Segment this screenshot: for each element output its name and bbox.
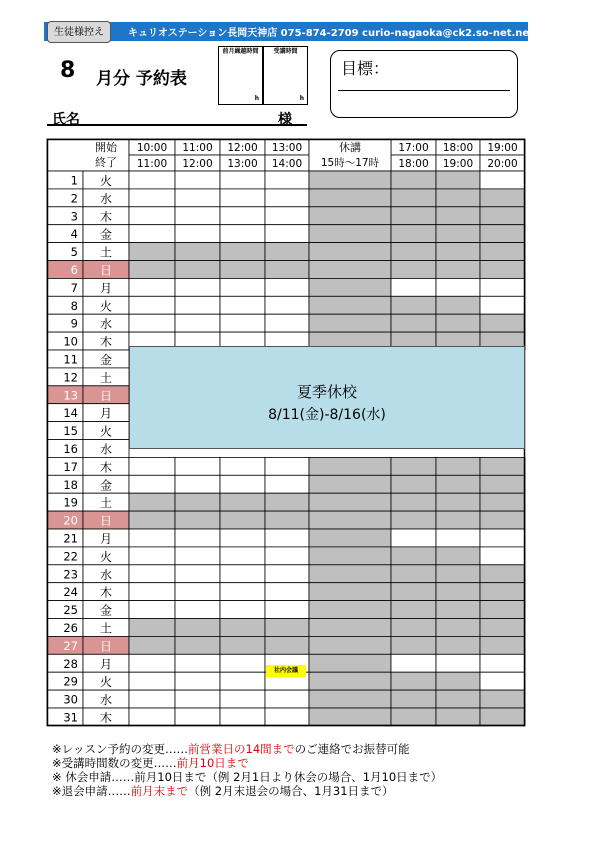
note-line-1: ※レッスン予約の変更……前営業日の14間までのご連絡でお振替可能 — [52, 742, 410, 756]
time-slot[interactable] — [391, 278, 436, 296]
weekday: 水 — [99, 317, 113, 332]
start-time: 18:00 — [442, 142, 474, 154]
time-slot[interactable] — [175, 547, 220, 565]
time-slot[interactable] — [175, 457, 220, 475]
time-slot[interactable] — [309, 278, 391, 296]
time-slot[interactable] — [175, 619, 220, 637]
time-slot[interactable] — [220, 171, 265, 189]
hours-unit: h — [299, 95, 304, 102]
weekday: 月 — [99, 657, 113, 672]
weekday: 日 — [99, 514, 113, 529]
time-slot[interactable] — [309, 654, 391, 672]
day-number: 5 — [70, 245, 78, 260]
weekday: 水 — [99, 567, 113, 582]
time-slot[interactable] — [480, 189, 525, 207]
time-slot[interactable] — [480, 529, 525, 547]
time-slot[interactable] — [265, 314, 309, 332]
day-number: 15 — [63, 424, 78, 439]
time-slot[interactable] — [129, 296, 175, 314]
day-number: 29 — [63, 674, 78, 689]
time-slot[interactable] — [265, 296, 309, 314]
weekday: 火 — [99, 549, 113, 564]
day-number: 17 — [63, 459, 78, 474]
end-label: 終了 — [95, 156, 117, 169]
time-slot[interactable] — [480, 243, 525, 261]
time-slot[interactable] — [480, 619, 525, 637]
time-slot[interactable] — [480, 493, 525, 511]
honorific-label: 様 — [278, 112, 292, 128]
day-number: 18 — [63, 477, 78, 492]
day-number: 8 — [70, 298, 78, 313]
break-range: 15時～17時 — [320, 157, 380, 169]
time-slot[interactable] — [309, 171, 391, 189]
time-slot[interactable] — [265, 278, 309, 296]
time-slot[interactable] — [129, 511, 175, 529]
day-number: 26 — [63, 621, 78, 635]
weekday: 金 — [99, 353, 113, 367]
prev-month-hours-box[interactable] — [218, 46, 263, 105]
time-slot[interactable] — [220, 619, 265, 637]
time-slot[interactable] — [309, 314, 391, 332]
start-time: 13:00 — [271, 142, 303, 154]
time-slot[interactable] — [265, 243, 309, 261]
time-slot[interactable] — [129, 314, 175, 332]
time-slot[interactable] — [265, 690, 309, 708]
time-slot[interactable] — [129, 207, 175, 225]
weekday: 月 — [99, 406, 113, 421]
time-slot[interactable] — [480, 457, 525, 475]
time-slot[interactable] — [436, 225, 480, 243]
weekday: 火 — [99, 299, 113, 314]
time-slot[interactable] — [265, 708, 309, 726]
day-number: 25 — [63, 603, 78, 618]
time-slot[interactable] — [309, 529, 391, 547]
time-slot[interactable] — [220, 654, 265, 672]
store-info: キュリオステーション長岡天神店 075-874-2709 curio-nagaoka@ck2.so-net.ne.jp — [128, 28, 544, 39]
time-slot[interactable] — [129, 619, 175, 637]
time-slot[interactable] — [309, 243, 391, 261]
time-slot[interactable] — [309, 225, 391, 243]
time-slot[interactable] — [265, 529, 309, 547]
time-slot[interactable] — [391, 547, 436, 565]
time-slot[interactable] — [480, 511, 525, 529]
day-number: 6 — [70, 263, 78, 277]
time-slot[interactable] — [220, 296, 265, 314]
time-slot[interactable] — [265, 261, 309, 279]
day-number: 3 — [70, 209, 78, 224]
note-line-4: ※退会申請……前月末まで（例 2月末退会の場合、1月31日まで） — [52, 784, 394, 798]
time-slot[interactable] — [129, 475, 175, 493]
time-slot[interactable] — [175, 296, 220, 314]
time-slot[interactable] — [480, 672, 525, 690]
weekday: 水 — [99, 442, 113, 457]
time-slot[interactable] — [175, 583, 220, 601]
weekday: 木 — [99, 460, 113, 475]
time-slot[interactable] — [480, 278, 525, 296]
time-slot[interactable] — [265, 225, 309, 243]
prev-month-label: 前月繰越時間 — [222, 48, 259, 55]
time-slot[interactable] — [391, 207, 436, 225]
end-time: 12:00 — [182, 158, 213, 170]
time-slot[interactable] — [175, 565, 220, 583]
time-slot[interactable] — [129, 493, 175, 511]
time-slot[interactable] — [309, 475, 391, 493]
day-number: 22 — [63, 549, 78, 564]
time-slot[interactable] — [391, 457, 436, 475]
time-slot[interactable] — [480, 690, 525, 708]
break-label: 休講 — [339, 141, 361, 154]
time-slot[interactable] — [129, 529, 175, 547]
day-number: 30 — [63, 692, 78, 707]
day-number: 11 — [63, 352, 78, 367]
end-time: 19:00 — [442, 158, 474, 170]
time-slot[interactable] — [391, 493, 436, 511]
time-slot[interactable] — [175, 529, 220, 547]
time-slot[interactable] — [129, 278, 175, 296]
time-slot[interactable] — [265, 601, 309, 619]
time-slot[interactable] — [436, 457, 480, 475]
time-slot[interactable] — [391, 672, 436, 690]
time-slot[interactable] — [129, 243, 175, 261]
time-slot[interactable] — [265, 457, 309, 475]
time-slot[interactable] — [391, 225, 436, 243]
time-slot[interactable] — [391, 565, 436, 583]
time-slot[interactable] — [309, 672, 391, 690]
day-number: 9 — [70, 316, 78, 331]
time-slot[interactable] — [309, 583, 391, 601]
time-slot[interactable] — [480, 296, 525, 314]
time-slot[interactable] — [436, 690, 480, 708]
time-slot[interactable] — [391, 601, 436, 619]
day-number: 16 — [63, 442, 78, 456]
time-slot[interactable] — [175, 493, 220, 511]
time-slot[interactable] — [220, 225, 265, 243]
time-slot[interactable] — [436, 636, 480, 654]
time-slot[interactable] — [129, 690, 175, 708]
weekday: 日 — [99, 639, 113, 654]
time-slot[interactable] — [129, 225, 175, 243]
day-number: 21 — [63, 531, 78, 546]
time-slot[interactable] — [309, 547, 391, 565]
time-slot[interactable] — [175, 225, 220, 243]
time-slot[interactable] — [265, 583, 309, 601]
weekday: 水 — [99, 693, 113, 708]
day-number: 19 — [63, 495, 78, 510]
time-slot[interactable] — [175, 636, 220, 654]
weekday: 木 — [99, 585, 113, 600]
time-slot[interactable] — [391, 243, 436, 261]
time-slot[interactable] — [265, 207, 309, 225]
time-slot[interactable] — [175, 171, 220, 189]
lesson-hours-box[interactable] — [263, 46, 308, 105]
time-slot[interactable] — [175, 690, 220, 708]
time-slot[interactable] — [220, 189, 265, 207]
end-time: 14:00 — [271, 158, 303, 170]
time-slot[interactable] — [175, 672, 220, 690]
weekday: 土 — [99, 245, 113, 260]
day-number: 23 — [63, 567, 78, 582]
time-slot[interactable] — [436, 314, 480, 332]
time-slot[interactable] — [129, 171, 175, 189]
note-line-2: ※受講時間数の変更……前月10日まで — [52, 756, 249, 770]
time-slot[interactable] — [309, 261, 391, 279]
time-slot[interactable] — [309, 207, 391, 225]
weekday: 土 — [99, 370, 113, 385]
end-time: 20:00 — [487, 158, 518, 170]
time-slot[interactable] — [220, 261, 265, 279]
time-slot[interactable] — [265, 547, 309, 565]
weekday: 金 — [99, 227, 113, 242]
time-slot[interactable] — [129, 565, 175, 583]
goal-label: 目標： — [341, 59, 390, 78]
time-slot[interactable] — [436, 654, 480, 672]
time-slot[interactable] — [436, 601, 480, 619]
time-slot[interactable] — [436, 619, 480, 637]
time-slot[interactable] — [129, 672, 175, 690]
time-slot[interactable] — [220, 457, 265, 475]
day-number: 10 — [63, 334, 78, 349]
notes — [52, 742, 442, 798]
day-number: 24 — [63, 585, 78, 600]
summer-vacation-block — [129, 346, 525, 449]
time-slot[interactable] — [436, 171, 480, 189]
time-slot[interactable] — [175, 243, 220, 261]
weekday: 金 — [99, 603, 113, 618]
time-slot[interactable] — [265, 171, 309, 189]
time-slot[interactable] — [220, 708, 265, 726]
start-time: 10:00 — [136, 142, 168, 154]
time-slot[interactable] — [220, 278, 265, 296]
day-number: 1 — [70, 173, 78, 188]
time-slot[interactable] — [436, 189, 480, 207]
time-slot[interactable] — [129, 583, 175, 601]
day-number: 31 — [63, 710, 78, 725]
time-slot[interactable] — [480, 475, 525, 493]
time-slot[interactable] — [220, 672, 265, 690]
weekday: 木 — [99, 335, 113, 350]
time-slot[interactable] — [391, 529, 436, 547]
start-time: 11:00 — [182, 142, 213, 154]
time-slot[interactable] — [220, 207, 265, 225]
time-slot[interactable] — [436, 475, 480, 493]
time-slot[interactable] — [265, 636, 309, 654]
time-slot[interactable] — [309, 296, 391, 314]
time-slot[interactable] — [129, 601, 175, 619]
time-slot[interactable] — [391, 708, 436, 726]
day-number: 14 — [63, 406, 78, 421]
day-number: 4 — [70, 227, 78, 242]
time-slot[interactable] — [391, 583, 436, 601]
time-slot[interactable] — [391, 511, 436, 529]
lesson-hours-label: 受講時間 — [273, 48, 298, 55]
weekday: 日 — [99, 388, 113, 403]
copy-tab: 生徒様控え — [47, 21, 111, 43]
weekday: 金 — [99, 478, 113, 493]
time-slot[interactable] — [480, 171, 525, 189]
time-slot[interactable] — [129, 636, 175, 654]
time-slot[interactable] — [391, 261, 436, 279]
weekday: 木 — [99, 711, 113, 725]
time-slot[interactable] — [265, 511, 309, 529]
time-slot[interactable] — [175, 475, 220, 493]
time-slot[interactable] — [480, 583, 525, 601]
note-line-3: ※ 休会申請……前月10日まで（例 2月1日より休会の場合、1月10日まで） — [52, 770, 443, 784]
time-slot[interactable] — [129, 261, 175, 279]
name-label: 氏名 — [52, 112, 80, 128]
time-slot[interactable] — [175, 207, 220, 225]
time-slot[interactable] — [391, 314, 436, 332]
weekday: 日 — [99, 263, 113, 278]
time-slot[interactable] — [309, 189, 391, 207]
time-slot[interactable] — [309, 601, 391, 619]
time-slot[interactable] — [391, 619, 436, 637]
time-slot[interactable] — [436, 493, 480, 511]
vacation-title: 夏季休校 — [296, 383, 357, 401]
time-slot[interactable] — [175, 708, 220, 726]
time-slot[interactable] — [480, 314, 525, 332]
weekday: 月 — [99, 281, 113, 296]
goal-line — [338, 90, 510, 91]
time-slot[interactable] — [309, 636, 391, 654]
time-slot[interactable] — [436, 708, 480, 726]
time-slot[interactable] — [436, 547, 480, 565]
page-title: 月分 予約表 — [96, 69, 187, 89]
time-slot[interactable] — [129, 189, 175, 207]
weekday: 火 — [99, 424, 113, 439]
time-slot[interactable] — [480, 654, 525, 672]
time-slot[interactable] — [175, 278, 220, 296]
time-slot[interactable] — [309, 493, 391, 511]
time-slot[interactable] — [391, 690, 436, 708]
end-time: 18:00 — [398, 158, 429, 170]
time-slot[interactable] — [220, 529, 265, 547]
time-slot[interactable] — [436, 243, 480, 261]
time-slot[interactable] — [265, 189, 309, 207]
time-slot[interactable] — [391, 171, 436, 189]
start-time: 12:00 — [227, 142, 258, 154]
time-slot[interactable] — [175, 511, 220, 529]
weekday: 木 — [99, 209, 113, 224]
time-slot[interactable] — [129, 654, 175, 672]
time-slot[interactable] — [175, 314, 220, 332]
time-slot[interactable] — [391, 189, 436, 207]
time-slot[interactable] — [309, 511, 391, 529]
time-slot[interactable] — [265, 475, 309, 493]
time-slot[interactable] — [265, 565, 309, 583]
time-slot[interactable] — [220, 314, 265, 332]
time-slot[interactable] — [175, 261, 220, 279]
weekday: 月 — [99, 532, 113, 546]
hours-unit: h — [254, 95, 259, 102]
weekday: 火 — [99, 174, 113, 188]
time-slot[interactable] — [480, 601, 525, 619]
time-slot[interactable] — [265, 493, 309, 511]
time-slot[interactable] — [309, 619, 391, 637]
time-slot[interactable] — [436, 261, 480, 279]
time-slot[interactable] — [220, 243, 265, 261]
time-slot[interactable] — [129, 457, 175, 475]
time-slot[interactable] — [436, 565, 480, 583]
time-slot[interactable] — [480, 636, 525, 654]
time-slot[interactable] — [220, 475, 265, 493]
time-slot[interactable] — [220, 547, 265, 565]
time-slot[interactable] — [220, 690, 265, 708]
start-label: 開始 — [95, 141, 117, 154]
time-slot[interactable] — [309, 690, 391, 708]
time-slot[interactable] — [480, 708, 525, 726]
time-slot[interactable] — [436, 511, 480, 529]
time-slot[interactable] — [129, 547, 175, 565]
meeting-badge: 社内会議 — [266, 665, 306, 677]
time-slot[interactable] — [436, 278, 480, 296]
time-slot[interactable] — [220, 601, 265, 619]
month-number: 8 — [60, 58, 76, 83]
time-slot[interactable] — [220, 565, 265, 583]
time-slot[interactable] — [391, 654, 436, 672]
time-slot[interactable] — [391, 636, 436, 654]
time-slot[interactable] — [220, 636, 265, 654]
day-number: 27 — [63, 638, 78, 653]
day-number: 13 — [63, 388, 78, 403]
time-slot[interactable] — [436, 207, 480, 225]
time-slot[interactable] — [480, 547, 525, 565]
time-slot[interactable] — [309, 708, 391, 726]
time-slot[interactable] — [220, 493, 265, 511]
day-number: 12 — [63, 370, 78, 385]
day-number: 2 — [70, 191, 78, 206]
time-slot[interactable] — [175, 654, 220, 672]
end-time: 11:00 — [136, 158, 168, 170]
time-slot[interactable] — [436, 296, 480, 314]
end-time: 13:00 — [227, 158, 258, 170]
time-slot[interactable] — [436, 529, 480, 547]
day-number: 28 — [63, 656, 78, 671]
time-slot[interactable] — [129, 708, 175, 726]
time-slot[interactable] — [309, 457, 391, 475]
vacation-range: 8/11(金)-8/16(水) — [268, 407, 386, 423]
time-slot[interactable] — [391, 296, 436, 314]
weekday: 土 — [99, 621, 113, 636]
time-slot[interactable] — [480, 565, 525, 583]
day-number: 7 — [70, 280, 78, 295]
time-slot[interactable] — [480, 261, 525, 279]
time-slot[interactable] — [480, 225, 525, 243]
time-slot[interactable] — [436, 583, 480, 601]
time-slot[interactable] — [436, 672, 480, 690]
time-slot[interactable] — [175, 189, 220, 207]
day-number: 20 — [63, 513, 78, 528]
time-slot[interactable] — [480, 207, 525, 225]
start-time: 19:00 — [487, 142, 518, 154]
weekday: 水 — [99, 191, 113, 206]
time-slot[interactable] — [309, 565, 391, 583]
name-underline — [47, 124, 307, 126]
weekday: 火 — [99, 675, 113, 690]
time-slot[interactable] — [175, 601, 220, 619]
time-slot[interactable] — [220, 511, 265, 529]
time-slot[interactable] — [220, 583, 265, 601]
weekday: 土 — [99, 496, 113, 511]
time-slot[interactable] — [265, 619, 309, 637]
time-slot[interactable] — [391, 475, 436, 493]
start-time: 17:00 — [398, 142, 429, 154]
